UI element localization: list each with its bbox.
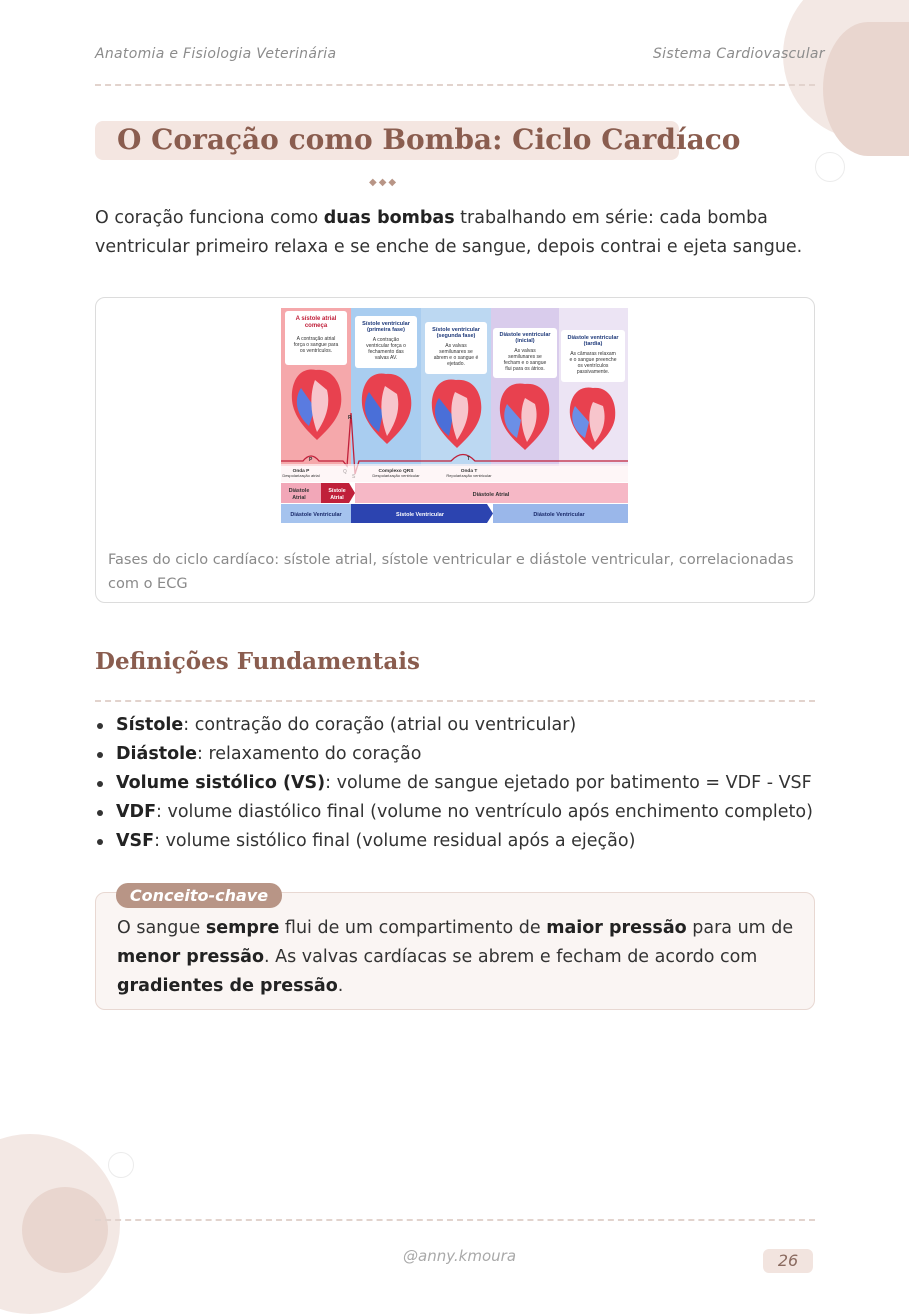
section-title: Definições Fundamentais bbox=[95, 648, 420, 675]
decor-circle-top-right-inner bbox=[823, 22, 909, 156]
bar-diastole-atrial-1: Diástole bbox=[288, 488, 310, 494]
phase-card-4 bbox=[493, 328, 557, 378]
decor-ring-bottom-left bbox=[108, 1152, 134, 1178]
key-concept-text: O sangue sempre flui de um compartimento de maior pressão para um de menor pressão. As valvas cardíacas se abrem e fecham de acordo com gradientes de pressão. bbox=[117, 918, 794, 996]
svg-text:fechamento das: fechamento das bbox=[368, 349, 404, 355]
svg-text:(segunda fase): (segunda fase) bbox=[436, 333, 476, 339]
ecg-r: R bbox=[348, 415, 352, 421]
bar-diastole-ventricular-b: Diástole Ventricular bbox=[533, 512, 585, 518]
section-divider bbox=[95, 700, 815, 702]
svg-text:As valvas: As valvas bbox=[445, 343, 467, 349]
svg-text:passivamente.: passivamente. bbox=[576, 369, 610, 375]
header-right: Sistema Cardiovascular bbox=[653, 46, 825, 62]
bar-diastole-ventricular-a: Diástole Ventricular bbox=[290, 512, 342, 518]
definitions-list bbox=[95, 711, 825, 856]
svg-text:(inicial): (inicial) bbox=[515, 338, 535, 344]
svg-text:abrem e o sangue é: abrem e o sangue é bbox=[433, 355, 479, 361]
svg-text:Sístole ventricular: Sístole ventricular bbox=[362, 321, 410, 327]
svg-text:flui para os átrios.: flui para os átrios. bbox=[505, 366, 545, 372]
decor-circle-bottom-left-inner bbox=[22, 1187, 108, 1273]
phase-1-title-1: A sístole atrial bbox=[295, 316, 337, 322]
qrs-label: Complexo QRS bbox=[378, 469, 414, 474]
phase-card-3 bbox=[425, 322, 487, 374]
bar-sistole-ventricular: Sístole Ventricular bbox=[396, 512, 444, 518]
key-concept-tag: Conceito-chave bbox=[116, 883, 282, 908]
onda-p-label: Onda P bbox=[292, 469, 310, 474]
list-item: Sístole: contração do coração (atrial ou ventricular) bbox=[95, 711, 825, 740]
onda-t-sub: Repolarização ventricular bbox=[446, 473, 492, 478]
page-title: O Coração como Bomba: Ciclo Cardíaco bbox=[117, 123, 741, 156]
intro-paragraph: O coração funciona como duas bombas trabalhando em série: cada bomba ventricular primeiro relaxa e se enche de sangue, depois contrai e ejeta sangue. bbox=[95, 208, 803, 257]
list-item: Volume sistólico (VS): volume de sangue ejetado por batimento = VDF - VSF bbox=[95, 769, 825, 798]
list-item: VSF: volume sistólico final (volume residual após a ejeção) bbox=[95, 827, 825, 856]
svg-text:e o sangue preenche: e o sangue preenche bbox=[569, 357, 617, 363]
cardiac-cycle-figure bbox=[281, 308, 628, 523]
phase-card-2 bbox=[355, 316, 417, 368]
svg-text:A contração atrial: A contração atrial bbox=[296, 336, 336, 342]
author-handle: @anny.kmoura bbox=[403, 1247, 517, 1265]
divider-diamonds: ◆◆◆ bbox=[369, 177, 399, 188]
svg-text:A contração: A contração bbox=[372, 337, 400, 343]
svg-text:(primeira fase): (primeira fase) bbox=[367, 327, 405, 333]
footer-divider bbox=[95, 1219, 815, 1221]
svg-text:valvas AV.: valvas AV. bbox=[374, 355, 398, 361]
list-item: VDF: volume diastólico final (volume no ventrículo após enchimento completo) bbox=[95, 798, 825, 827]
onda-p-sub: Despolarização atrial bbox=[282, 473, 320, 478]
decor-ring-top-right bbox=[815, 152, 845, 182]
page-number: 26 bbox=[763, 1249, 813, 1273]
svg-text:Diástole ventricular: Diástole ventricular bbox=[567, 335, 619, 341]
ecg-p: P bbox=[309, 457, 313, 463]
svg-text:As câmaras relaxam: As câmaras relaxam bbox=[570, 351, 616, 357]
bar-diastole-atrial-long: Diástole Atrial bbox=[472, 492, 510, 498]
svg-text:os ventrículos: os ventrículos bbox=[577, 363, 609, 369]
svg-text:semilunares se: semilunares se bbox=[439, 349, 473, 355]
onda-t-label: Onda T bbox=[460, 469, 478, 474]
phase-1-title-2: começa bbox=[304, 323, 328, 329]
phase-card-1 bbox=[285, 311, 347, 365]
svg-text:semilunares se: semilunares se bbox=[508, 354, 542, 360]
svg-text:os ventrículos.: os ventrículos. bbox=[299, 348, 333, 354]
list-item: Diástole: relaxamento do coração bbox=[95, 740, 825, 769]
svg-text:Diástole ventricular: Diástole ventricular bbox=[499, 332, 551, 338]
header-divider bbox=[95, 84, 815, 86]
svg-text:Sístole ventricular: Sístole ventricular bbox=[432, 327, 480, 333]
qrs-sub: Despolarização ventricular bbox=[372, 473, 420, 478]
svg-text:ejetado.: ejetado. bbox=[447, 361, 465, 367]
svg-text:(tardia): (tardia) bbox=[583, 341, 603, 347]
bar-diastole-atrial-2: Atrial bbox=[292, 495, 306, 501]
bar-sistole-atrial-2: Atrial bbox=[330, 495, 344, 501]
phase-card-5 bbox=[561, 330, 625, 382]
svg-text:fecham e o sangue: fecham e o sangue bbox=[503, 360, 547, 366]
ecg-t: T bbox=[467, 456, 471, 462]
svg-text:As valvas: As valvas bbox=[514, 348, 536, 354]
svg-text:ventricular força o: ventricular força o bbox=[366, 343, 406, 349]
figure-caption: Fases do ciclo cardíaco: sístole atrial, sístole ventricular e diástole ventricular, correlacionadas com o ECG bbox=[108, 552, 794, 592]
svg-text:força o sangue para: força o sangue para bbox=[293, 342, 339, 348]
header-left: Anatomia e Fisiologia Veterinária bbox=[95, 46, 337, 62]
bar-sistole-atrial-1: Sístole bbox=[328, 488, 346, 494]
